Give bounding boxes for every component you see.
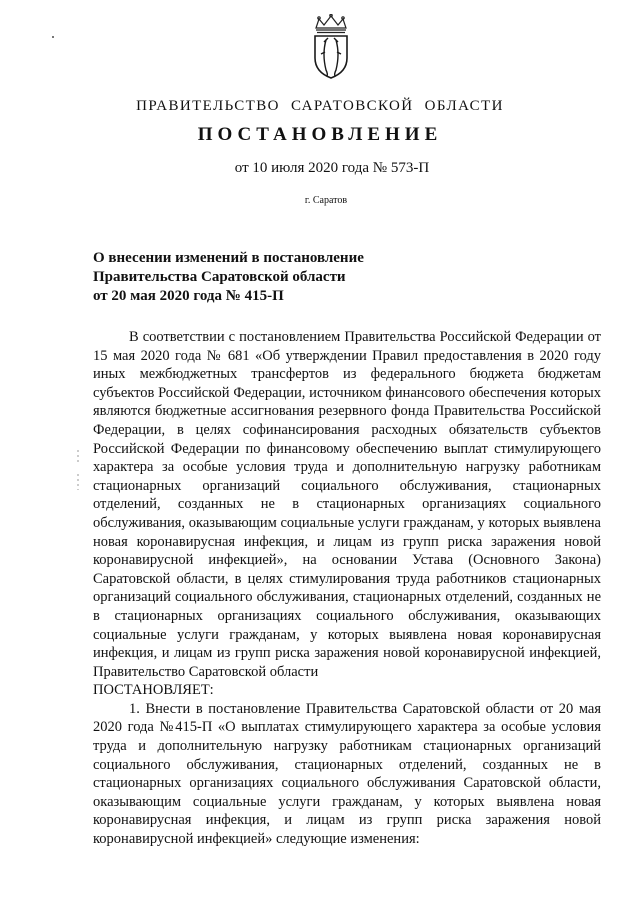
document-body bbox=[93, 328, 601, 849]
title-line: О внесении изменений в постановление bbox=[93, 250, 364, 266]
document-city: г. Саратов bbox=[304, 195, 348, 206]
title-line: Правительства Саратовской области bbox=[93, 269, 346, 285]
preamble-paragraph: В соответствии с постановлением Правительства Российской Федерации от 15 мая 2020 года № 681 «Об утверждении Правил предоставления в 2020 году иных межбюджетных трансфертов из федерального бюджета бюджетам субъектов Российской Федерации, источником финансового обеспечения которых являются бюджетные ассигнования резервного фонда Правительства Российской Федерации, в целях софинансирования расходных обязательств субъектов Российской Федерации по финансовому обеспечению выплат стимулирующего характера за особые условия труда и дополнительную нагрузку работникам стационарных организаций социального обслуживания, стационарных отделений, созданных не в стационарных организациях социального обслуживания, оказывающим социальные услуги гражданам, у которых выявлена новая коронавирусная инфекция, и лицам из групп риска заражения новой коронавирусной инфекцией», на основании Устава (Основного Закона) Саратовской области, в целях стимулирования труда работников стационарных организаций социального обслуживания, стационарных отделений, созданных не в стационарных организациях социального обслуживания, оказывающих социальные услуги гражданам, у которых выявлена новая коронавирусная инфекция, и лицам из групп риска заражения новой коронавирусной инфекцией, Правительство Саратовской области bbox=[93, 329, 601, 680]
saratov-coat-of-arms-icon bbox=[306, 14, 356, 80]
government-name: ПРАВИТЕЛЬСТВО САРАТОВСКОЙ ОБЛАСТИ bbox=[136, 98, 504, 114]
document-type: ПОСТАНОВЛЕНИЕ bbox=[197, 124, 443, 145]
decree-word: ПОСТАНОВЛЯЕТ: bbox=[93, 682, 214, 699]
scan-speck bbox=[52, 36, 54, 38]
scan-margin-mark bbox=[77, 450, 79, 490]
document-title bbox=[93, 249, 364, 306]
document-date-number: от 10 июля 2020 года № 573-П bbox=[234, 160, 430, 176]
title-line: от 20 мая 2020 года № 415-П bbox=[93, 288, 284, 304]
item-1-paragraph: 1. Внести в постановление Правительства Саратовской области от 20 мая 2020 года №415-П «О выплатах стимулирующего характера за особые условия труда и дополнительную нагрузку работникам стационарных организаций социального обслуживания, стационарных отделений, созданных не в стационарных организациях социального обслуживания Саратовской области, оказывающим социальные услуги гражданам, у которых выявлена новая коронавирусная инфекция, и лицам из групп риска заражения новой коронавирусной инфекцией» следующие изменения: bbox=[93, 700, 601, 848]
